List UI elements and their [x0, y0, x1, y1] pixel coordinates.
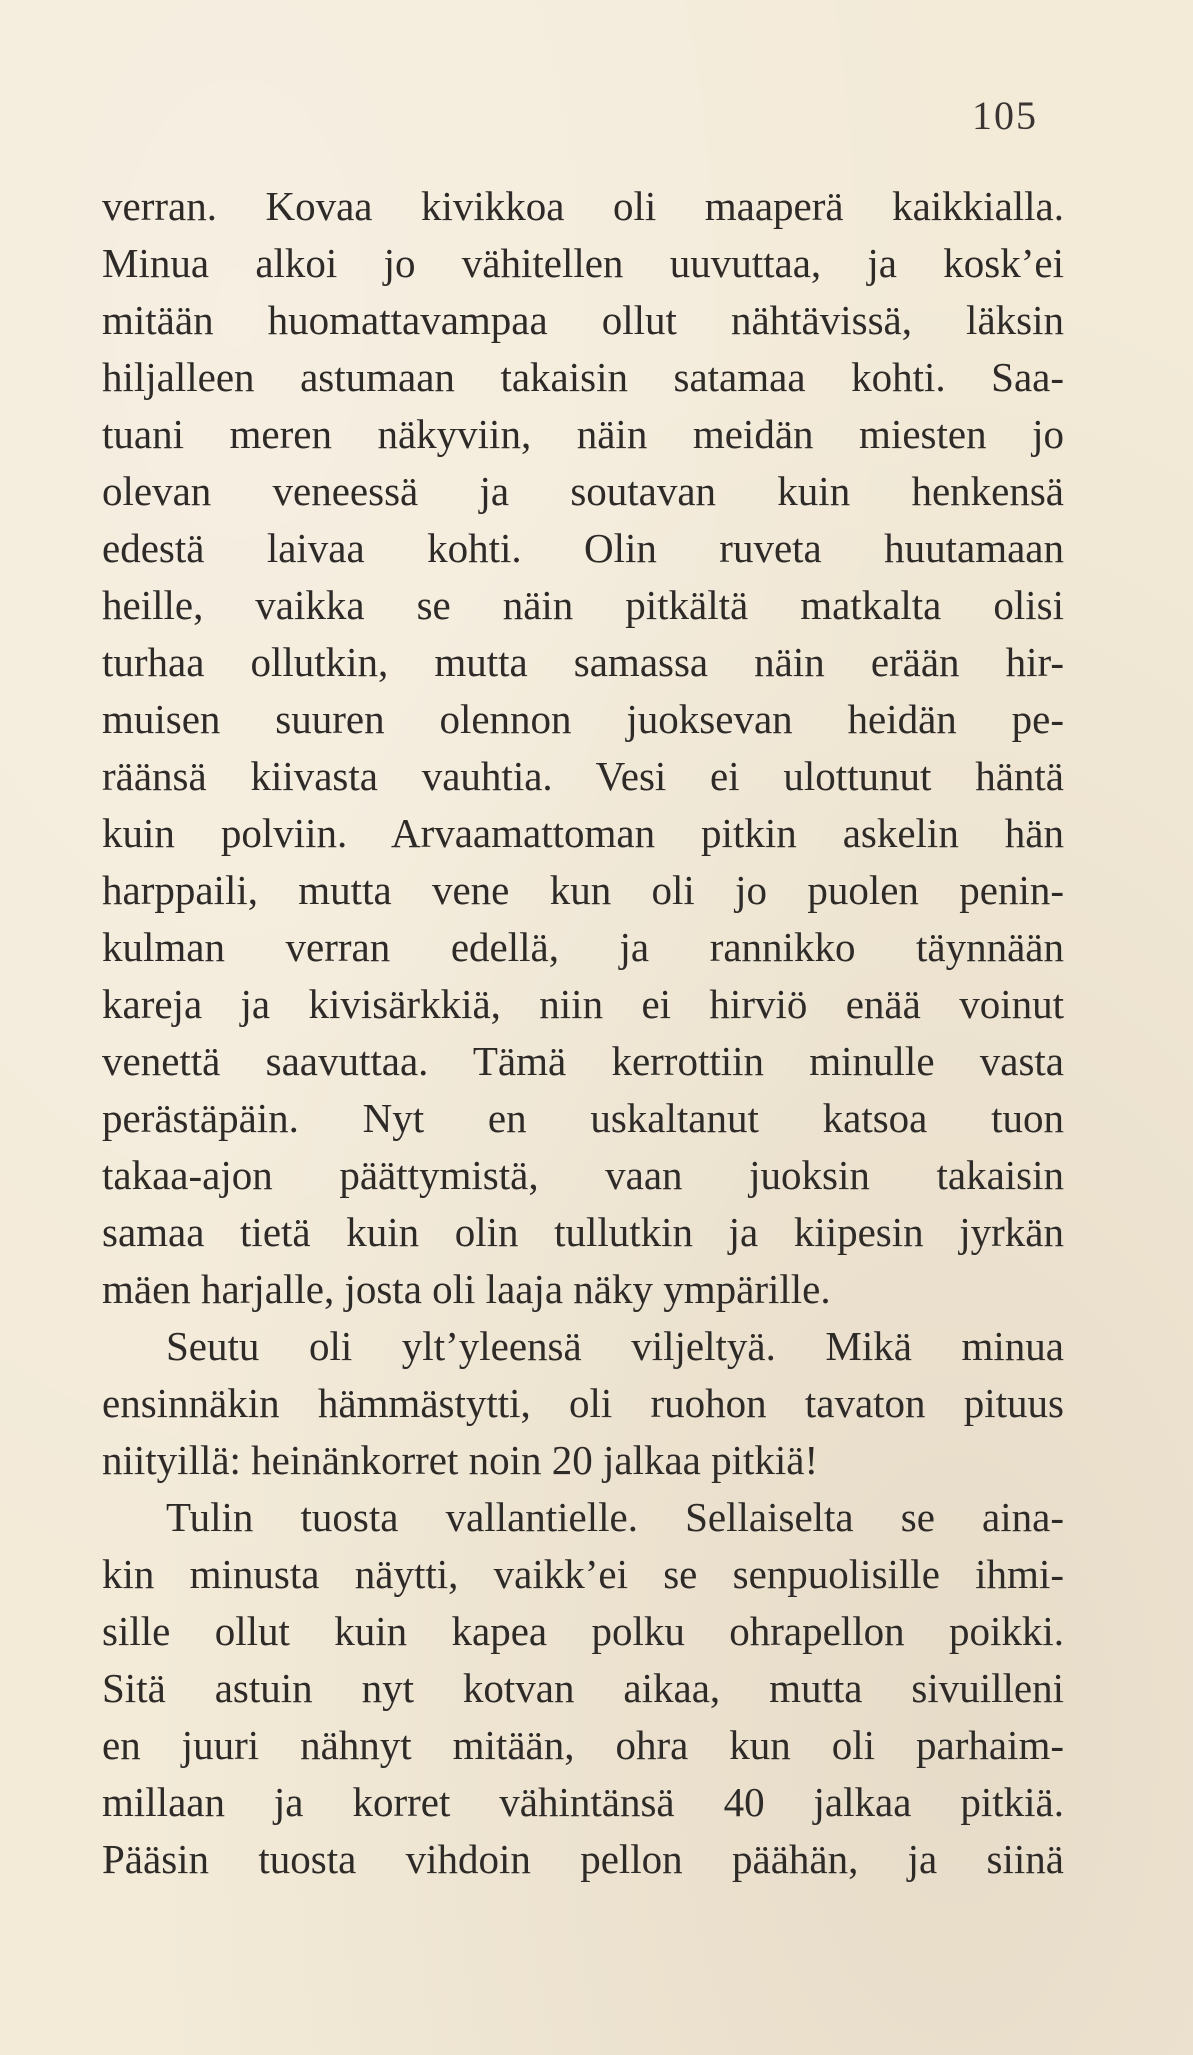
text-line: takaa-ajon päättymistä, vaan juoksin takaisin — [102, 1152, 1064, 1198]
page-number: 105 — [972, 93, 1038, 138]
text-line: mitään huomattavampaa ollut nähtävissä, läksin — [102, 297, 1064, 343]
text-line: venettä saavuttaa. Tämä kerrottiin minulle vasta — [102, 1038, 1064, 1084]
text-line: en juuri nähnyt mitään, ohra kun oli parhaim- — [102, 1722, 1064, 1768]
text-line: kin minusta näytti, vaikk’ei se senpuolisille ihmi- — [102, 1551, 1064, 1597]
text-line: samaa tietä kuin olin tullutkin ja kiipesin jyrkän — [102, 1209, 1064, 1255]
text-line: edestä laivaa kohti. Olin ruveta huutamaan — [102, 525, 1064, 571]
text-line: harppaili, mutta vene kun oli jo puolen penin- — [102, 867, 1064, 913]
text-line: Sitä astuin nyt kotvan aikaa, mutta sivuilleni — [102, 1665, 1064, 1711]
text-line: kulman verran edellä, ja rannikko täynnään — [102, 924, 1064, 970]
text-line: turhaa ollutkin, mutta samassa näin erään hir- — [102, 639, 1064, 685]
text-line: Seutu oli ylt’yleensä viljeltyä. Mikä minua — [166, 1323, 1064, 1369]
text-line: mäen harjalle, josta oli laaja näky ympärille. — [102, 1266, 831, 1312]
text-line: sille ollut kuin kapea polku ohrapellon poikki. — [102, 1608, 1064, 1654]
text-line: millaan ja korret vähintänsä 40 jalkaa pitkiä. — [102, 1779, 1064, 1825]
text-line: ensinnäkin hämmästytti, oli ruohon tavaton pituus — [102, 1380, 1064, 1426]
text-line: perästäpäin. Nyt en uskaltanut katsoa tuon — [102, 1095, 1064, 1141]
text-line: kuin polviin. Arvaamattoman pitkin askelin hän — [102, 810, 1064, 856]
text-line: olevan veneessä ja soutavan kuin henkensä — [102, 468, 1064, 514]
text-line: niityillä: heinänkorret noin 20 jalkaa pitkiä! — [102, 1437, 819, 1483]
text-line: räänsä kiivasta vauhtia. Vesi ei ulottunut häntä — [102, 753, 1064, 799]
text-line: hiljalleen astumaan takaisin satamaa kohti. Saa- — [102, 354, 1064, 400]
text-line: verran. Kovaa kivikkoa oli maaperä kaikkialla. — [102, 183, 1064, 229]
body-text — [102, 178, 1064, 1888]
text-line: Tulin tuosta vallantielle. Sellaiselta se aina- — [166, 1494, 1064, 1540]
text-line: tuani meren näkyviin, näin meidän miesten jo — [102, 411, 1064, 457]
text-line: Minua alkoi jo vähitellen uuvuttaa, ja kosk’ei — [102, 240, 1064, 286]
text-line: Pääsin tuosta vihdoin pellon päähän, ja siinä — [102, 1836, 1064, 1882]
text-line: heille, vaikka se näin pitkältä matkalta olisi — [102, 582, 1064, 628]
text-line: kareja ja kivisärkkiä, niin ei hirviö enää voinut — [102, 981, 1064, 1027]
text-line: muisen suuren olennon juoksevan heidän pe- — [102, 696, 1064, 742]
